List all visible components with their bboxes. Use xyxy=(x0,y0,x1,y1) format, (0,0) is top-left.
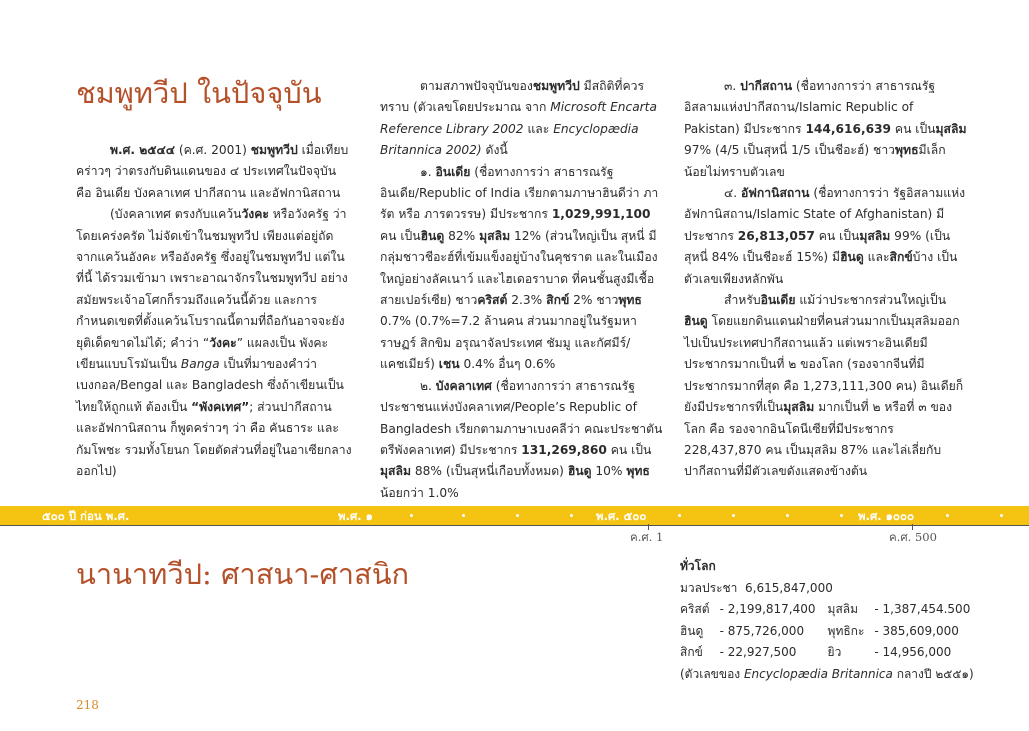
timeline-axis xyxy=(0,525,1029,526)
religion-name: สิกข์ xyxy=(680,645,703,659)
world-stats-box xyxy=(680,556,974,685)
timeline-label: พ.ศ. ๕๐๐ xyxy=(596,509,647,523)
body-column-2 xyxy=(380,76,664,504)
paragraph: ตามสภาพปัจจุบันของชมพูทวีป มีสถิติที่ควรทราบ (ตัวเลขโดยประมาณ จาก Microsoft Encarta Reference Library 2002 และ Encyclopædia Britannica 2002) ดังนี้ xyxy=(380,79,657,158)
timeline-dot xyxy=(570,514,573,517)
timeline-dot xyxy=(786,514,789,517)
paragraph-pakistan: ๓. ปากีสถาน (ชื่อทางการว่า สาธารณรัฐอิสลามแห่งปากีสถาน/Islamic Republic of Pakistan) มีประชากร 144,616,639 คน เป็นมุสลิม 97% (4/5 เป็นสุหนี่ 1/5 เป็นชีอะฮ์) ชาวพุทธมีเล็กน้อยไม่ทราบตัวเลข xyxy=(684,79,967,179)
population-value: 6,615,847,000 xyxy=(745,580,833,595)
timeline-dot xyxy=(840,514,843,517)
timeline-dot xyxy=(462,514,465,517)
paragraph: พ.ศ. ๒๕๔๔ (ค.ศ. 2001) ชมพูทวีป เมื่อเทียบคร่าวๆ ว่าตรงกับดินแดนของ ๔ ประเทศในปัจจุบัน คือ อินเดีย บังคลาเทศ ปากีสถาน และอัฟกานิสถาน xyxy=(76,143,349,200)
religion-row xyxy=(680,621,970,643)
section-title-jambudvipa-today: ชมพูทวีป ในปัจจุบัน xyxy=(76,76,322,110)
religion-row xyxy=(680,599,970,621)
paragraph: สำหรับอินเดีย แม้ว่าประชากรส่วนใหญ่เป็นฮินดู โดยแยกดินแดนฝ่ายที่คนส่วนมากเป็นมุสลิมออกไปเป็นประเทศปากีสถานแล้ว แต่เพราะอินเดียมีประชากรมากเป็นที่ ๒ ของโลก (รองจากจีนที่มีประชากรมากที่สุด คือ 1,273,111,300 คน) อินเดียก็ยังมีประชากรที่เป็นมุสลิม มากเป็นที่ ๒ หรือที่ ๓ ของโลก คือ รองจากอินโดนีเซียที่มีประชากร 228,437,870 คน เป็นมุสลิม 87% และไล่เลี่ยกับปากีสถานที่มีตัวเลขดังแสดงข้างต้น xyxy=(684,293,964,479)
timeline-dot xyxy=(678,514,681,517)
religion-count: - 14,956,000 xyxy=(874,645,952,659)
stats-source: (ตัวเลขของ Encyclopædia Britannica กลางปี ๒๕๕๑) xyxy=(680,666,974,681)
timeline-ce-label: ค.ศ. 500 xyxy=(889,530,937,544)
religion-count: - 22,927,500 xyxy=(719,645,797,659)
timeline-dot xyxy=(516,514,519,517)
religion-count: - 875,726,000 xyxy=(719,623,805,638)
religion-count: - 385,609,000 xyxy=(874,623,959,638)
paragraph-bangladesh: ๒. บังคลาเทศ (ชื่อทางการว่า สาธารณรัฐประชาชนแห่งบังคลาเทศ/People’s Republic of Bangladesh เรียกตามภาษาเบงคลีว่า คณะประชาตันตรีพังคลาเทศ) มีประชากร 131,269,860 คน เป็นมุสลิม 88% (เป็นสุหนี่เกือบทั้งหมด) ฮินดู 10% พุทธ น้อยกว่า 1.0% xyxy=(380,378,663,500)
timeline-label: พ.ศ. ๑ xyxy=(338,509,373,523)
religion-name: ยิว xyxy=(827,645,842,659)
religion-name: มุสลิม xyxy=(827,602,859,616)
population-row xyxy=(680,578,974,600)
stats-heading: ทั่วโลก xyxy=(680,559,716,573)
religion-name: พุทธิกะ xyxy=(827,623,865,638)
paragraph: (บังคลาเทศ ตรงกับแคว้นวังคะ หรือวังครัฐ ว่า โดยเคร่งครัด ไม่จัดเข้าในชมพูทวีป เพียงแต่อยู่ถัดจากแคว้นอังคะ หรืออังครัฐ ซึ่งอยู่ในชมพูทวีป แต่ในที่นี้ ได้รวมเข้ามา เพราะอาณาจักรในชมพูทวีป อย่างสมัยพระเจ้าอโศกก็รวมถึงแคว้นนี้ด้วย และการกำหนดเขตที่ตั้งแคว้นโบราณนี้ตามที่ถือกันอาจจะยังยุติเด็ดขาดไม่ได้; คำว่า “วังคะ” แผลงเป็น พังคะ เขียนแบบโรมันเป็น Banga เป็นที่มาของคำว่า เบงกอล/Bengal และ Bangladesh ซึ่งถ้าเขียนเป็นไทยให้ถูกแท้ ต้องเป็น “พังคเทศ”; ส่วนปากีสถาน และอัฟกานิสถาน ก็พูดคร่าวๆ ว่า คือ คันธาระ และกัมโพชะ รวมทั้งโยนก โดยตัดส่วนที่อยู่ในอาเซียกลางออกไป) xyxy=(76,207,352,479)
timeline-dot xyxy=(946,514,949,517)
religion-count: - 1,387,454.500 xyxy=(874,602,971,616)
section-title-world-religions: นานาทวีป: ศาสนา-ศาสนิก xyxy=(76,557,410,591)
timeline-label: ๕๐๐ ปี ก่อน พ.ศ. xyxy=(42,509,130,523)
religion-row xyxy=(680,642,970,664)
religion-name: ฮินดู xyxy=(680,623,704,638)
religion-count: - 2,199,817,400 xyxy=(719,602,816,616)
timeline-dot xyxy=(732,514,735,517)
page-number: 218 xyxy=(76,698,99,712)
timeline-dot xyxy=(410,514,413,517)
religion-table xyxy=(680,599,970,664)
timeline-label: พ.ศ. ๑๐๐๐ xyxy=(858,509,914,523)
paragraph-india: ๑. อินเดีย (ชื่อทางการว่า สาธารณรัฐอินเดีย/Republic of India เรียกตามภาษาฮินดีว่า ภารัต หรือ ภารตวรรษ) มีประชากร 1,029,991,100 คน เป็นฮินดู 82% มุสลิม 12% (ส่วนใหญ่เป็น สุหนี่ มีกลุ่มชาวชีอะฮ์ที่เข้มแข็งอยู่บ้างในคุชราต และในเมืองใหญ่อย่างลัคเนาว์ และไฮเดอราบาด ที่คนชั้นสูงมีเชื้อสายเปอร์เซีย) ชาวคริสต์ 2.3% สิกข์ 2% ชาวพุทธ 0.7% (0.7%=7.2 ล้านคน ส่วนมากอยู่ในรัฐมหาราษฏร์ สิกขิม อรุณาจัลประเทศ ชัมมู และกัศมีร์/แคชเมียร์) เชน 0.4% อื่นๆ 0.6% xyxy=(380,164,659,372)
paragraph-afghanistan: ๔. อัฟกานิสถาน (ชื่อทางการว่า รัฐอิสลามแห่งอัฟกานิสถาน/Islamic State of Afghanistan) มีประชากร 26,813,057 คน เป็นมุสลิม 99% (เป็นสุหนี่ 84% เป็นชีอะฮ์ 15%) มีฮินดู และสิกข์บ้าง เป็นตัวเลขเพียงหลักพัน xyxy=(684,186,966,286)
population-label: มวลประชา xyxy=(680,580,738,595)
body-column-3 xyxy=(684,76,968,483)
body-column-1 xyxy=(76,140,352,483)
religion-name: คริสต์ xyxy=(680,602,710,616)
timeline-dot xyxy=(1000,514,1003,517)
timeline-ce-label: ค.ศ. 1 xyxy=(630,530,664,544)
